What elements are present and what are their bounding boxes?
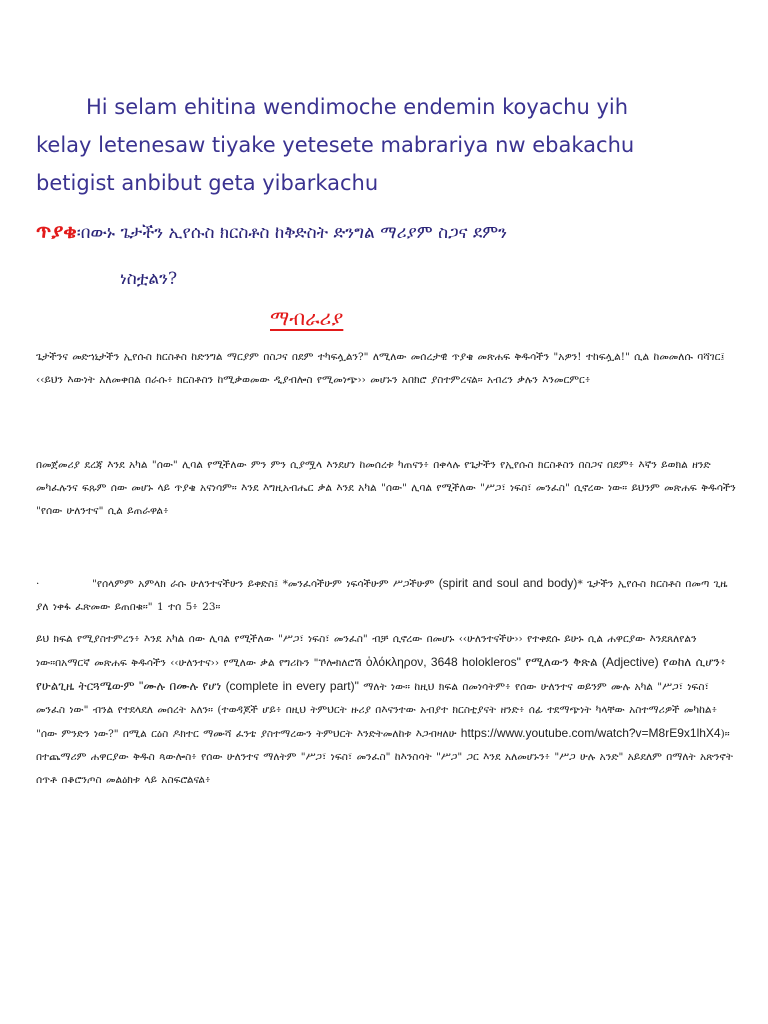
quote-text-start: "የሰላምም አምላክ ራሱ ሁለንተናችሁን ይቀድስ፤ *መንፈሳችሁም ነፍሳችሁም ሥጋችሁም [92,578,439,590]
greeting-text [36,88,736,202]
question-block [36,208,736,302]
youtube-link[interactable]: https://www.youtube.com/watch?v=M8rE9x1lhX4 [460,726,721,740]
paragraph-4 [36,628,738,792]
bullet-mark: · [36,578,40,590]
greeting-line-3: betigist anbibut geta yibarkachu [36,171,379,195]
paragraph-3-quote [36,572,738,619]
question-text-line-2: ነስቷልን? [120,269,178,289]
paragraph-4-part-a: ይህ ክፍል የሚያስተምረን፥ እንደ አካል ሰው ሊባል የሚችለው "ሥጋ፣ ነፍስ፣ መንፈስ" ብቻ ሲኖረው በመሆኑ ‹‹ሁለንተናችሁ›› የተቀደሱ ይሁኑ ሲል ሐዋርያው እንደጸለየልን ነው።በአማርኛ መጽሐፍ ቅዱሳችን ‹‹ሁለንተና›› የሚለው ቃል የግሪኩን "ኾሎክለሮሽ [36,633,697,669]
question-text-line-1: ፡በውኑ ጌታችን ኢየሱስ ክርስቶስ ከቅድስት ድንግል ማሪያም ስጋና ደምን [76,223,508,243]
paragraph-1: ጌታችንና መድኀኒታችን ኢየሱስ ክርስቶስ ከድንግል ማርያም በስጋና በደም ተካፍሏልን?" ለሚለው መሰረታዊ ጥያቄ መጽሐፍ ቅዱሳችን "አዎን! ተከፍሏል!" ሲል ከመመለሱ ባሻገር፤ ‹‹ይህን እውነት አለመቀበል በራሱ፥ ክርስቶስን ከሚቃወመው ዲያብሎስ የሚመነጭ›› መሆኑን አበክሮ ያስተምረናል። አብረን ቃሉን እንመርምር፥ [36,351,725,386]
greek-term-gloss: ὁλόκληρον, 3648 holokleros" የሚለውን ቅጽል (Adjective) የወከለ ሲሆን፥ የሁልጊዜ ትርጓሜውም "ሙሉ በሙሉ የሆነ (complete in every part)" [36,655,727,693]
quote-english-gloss: (spirit and soul and body) [438,576,578,590]
greeting-line-1: Hi selam ehitina wendimoche endemin koyachu yih [86,95,629,119]
question-label: ጥያቄ [36,219,77,243]
paragraph-4-part-c: )። በተጨማሪም ሐዋርያው ቅዱስ ጳውሎስ፥ የሰው ሁለንተና ማለትም "ሥጋ፣ ነፍስ፣ መንፈስ" ከእንስሳት "ሥጋ" ጋር እንደ አለመሆኑን፥ "ሥጋ ሁሉ አንድ" አይደለም በማለት አጽንኖት ሰጥቶ በቆሮንጦስ መልዕክቱ ላይ አስፍሮልናል፥ [36,728,733,786]
greeting-line-2: kelay letenesaw tiyake yetesete mabrariya nw ebakachu [36,133,635,157]
quote-text-end: * ጌታችን ኢየሱስ ክርስቶስ በመጣ ጊዜ ያለ ነቀፋ ፈጽመው ይጠበቁ።" 1 ተሰ 5፥ 23። [36,578,728,613]
paragraph-2: በመጀመሪያ ደረጃ እንደ አካል "ሰው" ሊባል የሚችለው ምን ምን ሲያሟላ እንደሆነ ከመሰረቱ ካጠናን፥ በቀላሉ የጌታችን የኢየሱስ ክርስቶስን በስጋና በደም፥ እኛን ይወክል ዘንድ መካፈሉንና ፍጹም ሰው መሆኑ ላይ ጥያቄ አናነሳም። እንደ እግዚአብሔር ቃል እንደ አካል "ሰው" ሊባል የሚችለው "ሥጋ፣ ነፍስ፣ መንፈስ" ሲኖረው ነው። ይህንም መጽሐፍ ቅዱሳችን "የሰው ሁለንተና" ሲል ይጠራዋል፥ [36,459,736,517]
answer-heading: ማብራሪያ [270,306,344,330]
paragraph-4-part-b: ማለት ነው። ከዚህ ክፍል በመነሳትም፥ የሰው ሁለንተና ወይንም ሙሉ አካል "ሥጋ፣ ነፍስ፣ መንፈስ ነው" ብንል የተደላደለ መሰረት አለን። (ተወዳጆች ሆይ፥ በዚህ ትምህርት ዙሪያ በእናንተው አብያተ ክርስቲያናት ዘንድ፥ ሰፊ ተደማጭነት ካላቸው አስተማሪዎች መካከል፥ "ሰው ምንድን ነው?" በሚል ርዕስ ዶክተር ማሙሻ ፈንቴ ያስተማረውን ትምህርት እንድትመለከቱ እጋብዛለሁ [36,681,718,740]
